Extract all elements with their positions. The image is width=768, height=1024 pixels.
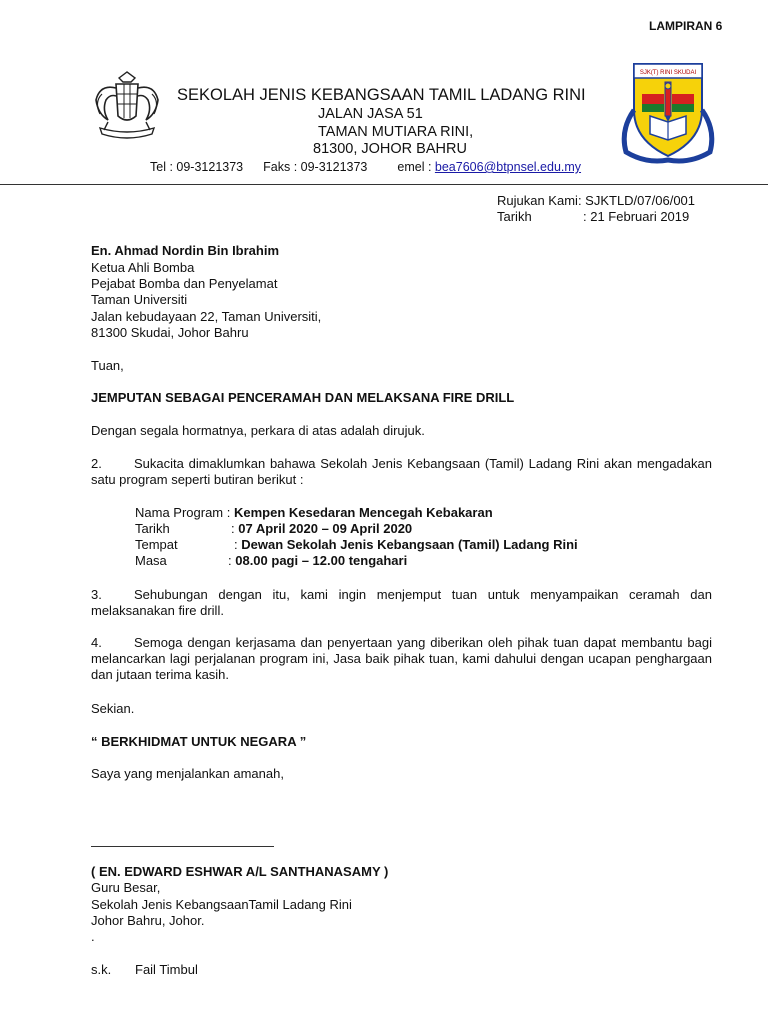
svg-text:SJK(T) RINI SKUDAI: SJK(T) RINI SKUDAI	[639, 70, 697, 76]
signatory-line: .	[91, 929, 95, 944]
email-label: emel :	[397, 160, 435, 174]
signatory-line: Guru Besar,	[91, 880, 161, 895]
signatory-name: ( EN. EDWARD ESHWAR A/L SANTHANASAMY )	[91, 864, 389, 879]
fax: Faks : 09-3121373	[263, 160, 368, 174]
paragraph-number: 4.	[91, 635, 102, 650]
program-label: Nama Program	[135, 505, 224, 520]
signature-line	[91, 846, 274, 847]
paragraph-2	[91, 456, 712, 488]
school-name: SEKOLAH JENIS KEBANGSAAN TAMIL LADANG RINI	[177, 86, 586, 104]
program-separator: :	[223, 505, 234, 520]
reference-value: : SJKTLD/07/06/001	[577, 193, 696, 208]
telephone: Tel : 09-3121373	[150, 160, 244, 174]
letterhead-divider	[0, 184, 768, 185]
program-separator: :	[228, 553, 236, 568]
date-value: : 21 Februari 2019	[583, 209, 690, 224]
recipient-line: 81300 Skudai, Johor Bahru	[91, 325, 249, 340]
paragraph-text: Semoga dengan kerjasama dan penyertaan yang diberikan oleh pihak tuan dapat membantu bagi melancarkan lagi perjalanan program ini, Jasa baik pihak tuan, kami dahului dengan ucapan penghargaan dan jutaan terima kasih.	[91, 635, 712, 682]
coat-of-arms-icon	[86, 70, 168, 142]
email-link[interactable]: bea7606@btpnsel.edu.my	[434, 160, 582, 174]
program-row	[135, 537, 578, 553]
paragraph-text: Sukacita dimaklumkan bahawa Sekolah Jenis Kebangsaan (Tamil) Ladang Rini akan mengadakan satu program seperti butiran berikut :	[91, 456, 712, 487]
recipient-line: Pejabat Bomba dan Penyelamat	[91, 276, 278, 291]
signatory-line: Johor Bahru, Johor.	[91, 913, 205, 928]
reference-label: Rujukan Kami	[497, 193, 578, 208]
closing: Sekian.	[91, 701, 135, 716]
paragraph-3	[91, 587, 712, 619]
program-separator: :	[234, 537, 242, 552]
letter-subject: JEMPUTAN SEBAGAI PENCERAMAH DAN MELAKSANA FIRE DRILL	[91, 390, 515, 405]
program-value: 07 April 2020 – 09 April 2020	[238, 521, 413, 536]
recipient-name: En. Ahmad Nordin Bin Ibrahim	[91, 243, 280, 258]
date-row	[497, 209, 689, 225]
program-label: Tempat	[135, 537, 178, 552]
address-line-2: TAMAN MUTIARA RINI,	[318, 124, 474, 140]
intro-paragraph: Dengan segala hormatnya, perkara di atas adalah dirujuk.	[91, 423, 425, 438]
paragraph-number: 2.	[91, 456, 102, 471]
program-value: 08.00 pagi – 12.00 tengahari	[235, 553, 408, 568]
reference-row	[497, 193, 695, 209]
recipient-line: Jalan kebudayaan 22, Taman Universiti,	[91, 309, 322, 324]
address-line-3: 81300, JOHOR BAHRU	[313, 141, 467, 157]
program-label: Tarikh	[135, 521, 170, 536]
contact-line	[150, 160, 581, 174]
program-row	[135, 521, 412, 537]
school-badge-icon	[616, 60, 720, 168]
cc-value: Fail Timbul	[135, 962, 198, 977]
recipient-line: Taman Universiti	[91, 292, 188, 307]
program-row	[135, 505, 493, 521]
program-label: Masa	[135, 553, 167, 568]
program-separator: :	[231, 521, 239, 536]
address-line-1: JALAN JASA 51	[318, 106, 423, 122]
recipient-line: Ketua Ahli Bomba	[91, 260, 195, 275]
program-value: Dewan Sekolah Jenis Kebangsaan (Tamil) Ladang Rini	[241, 537, 578, 552]
cc-label: s.k.	[91, 962, 112, 977]
motto: “ BERKHIDMAT UNTUK NEGARA ”	[91, 734, 307, 749]
salutation: Tuan,	[91, 358, 124, 373]
program-row	[135, 553, 407, 569]
paragraph-number: 3.	[91, 587, 102, 602]
date-label: Tarikh	[497, 209, 532, 224]
annex-label: LAMPIRAN 6	[649, 19, 723, 33]
cc-row	[91, 962, 198, 978]
sign-off: Saya yang menjalankan amanah,	[91, 766, 284, 781]
paragraph-text: Sehubungan dengan itu, kami ingin menjemput tuan untuk menyampaikan ceramah dan melaksanakan fire drill.	[91, 587, 712, 618]
program-value: Kempen Kesedaran Mencegah Kebakaran	[233, 505, 493, 520]
paragraph-4	[91, 635, 712, 683]
signatory-line: Sekolah Jenis KebangsaanTamil Ladang Rini	[91, 897, 352, 912]
